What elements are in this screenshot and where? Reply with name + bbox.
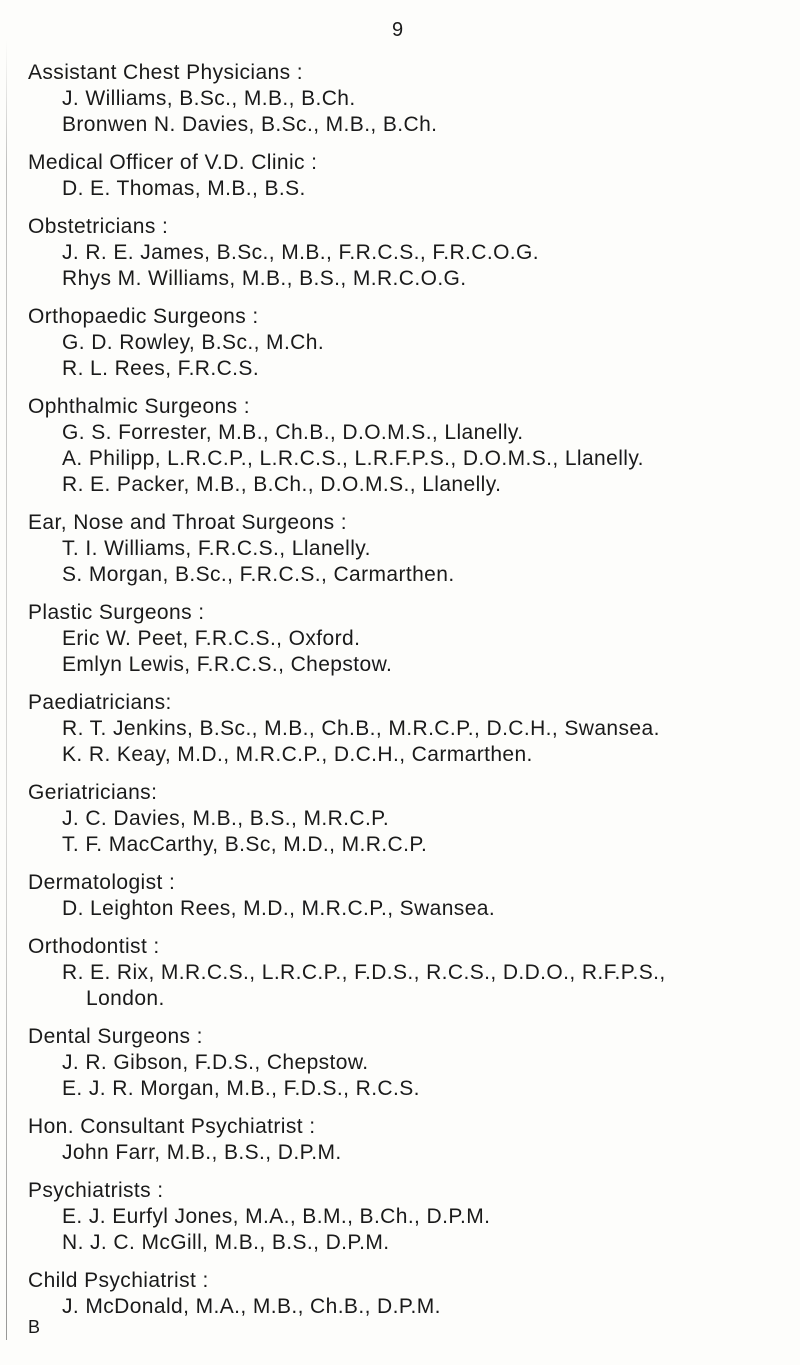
section xyxy=(28,304,798,382)
staff-entry: Rhys M. Williams, M.B., B.S., M.R.C.O.G. xyxy=(62,267,467,290)
signature-mark: B xyxy=(28,1317,41,1337)
section xyxy=(28,870,798,922)
staff-entry: D. Leighton Rees, M.D., M.R.C.P., Swansea. xyxy=(62,897,496,920)
section xyxy=(28,934,798,1012)
staff-entry: London. xyxy=(86,987,165,1010)
section xyxy=(28,780,798,858)
staff-entry: Bronwen N. Davies, B.Sc., M.B., B.Ch. xyxy=(62,113,438,136)
section-heading: Hon. Consultant Psychiatrist : xyxy=(28,1115,316,1138)
staff-entry: S. Morgan, B.Sc., F.R.C.S., Carmarthen. xyxy=(62,563,455,586)
section-heading: Ear, Nose and Throat Surgeons : xyxy=(28,511,348,534)
section xyxy=(28,394,798,498)
section-heading: Orthodontist : xyxy=(28,935,160,958)
staff-entry: N. J. C. McGill, M.B., B.S., D.P.M. xyxy=(62,1231,390,1254)
staff-entry: A. Philipp, L.R.C.P., L.R.C.S., L.R.F.P.S., D.O.M.S., Llanelly. xyxy=(62,447,644,470)
staff-entry: E. J. Eurfyl Jones, M.A., B.M., B.Ch., D.P.M. xyxy=(62,1205,491,1228)
section-heading: Child Psychiatrist : xyxy=(28,1269,209,1292)
section-heading: Dermatologist : xyxy=(28,871,176,894)
section xyxy=(28,1024,798,1102)
staff-entry: J. C. Davies, M.B., B.S., M.R.C.P. xyxy=(62,807,390,830)
staff-entry: R. L. Rees, F.R.C.S. xyxy=(62,357,260,380)
staff-entry: Emlyn Lewis, F.R.C.S., Chepstow. xyxy=(62,653,393,676)
section xyxy=(28,60,798,138)
staff-entry: John Farr, M.B., B.S., D.P.M. xyxy=(62,1141,342,1164)
section-heading: Medical Officer of V.D. Clinic : xyxy=(28,151,318,174)
staff-entry: R. E. Packer, M.B., B.Ch., D.O.M.S., Llanelly. xyxy=(62,473,502,496)
staff-entry: G. D. Rowley, B.Sc., M.Ch. xyxy=(62,331,325,354)
section-heading: Obstetricians : xyxy=(28,215,169,238)
staff-entry: J. Williams, B.Sc., M.B., B.Ch. xyxy=(62,87,356,110)
staff-entry: D. E. Thomas, M.B., B.S. xyxy=(62,177,306,200)
page-edge-shadow xyxy=(6,40,7,1340)
staff-entry: R. E. Rix, M.R.C.S., L.R.C.P., F.D.S., R.C.S., D.D.O., R.F.P.S., xyxy=(62,961,666,984)
section xyxy=(28,600,798,678)
section xyxy=(28,690,798,768)
section-heading: Plastic Surgeons : xyxy=(28,601,205,624)
staff-listing xyxy=(28,60,798,1332)
section-heading: Ophthalmic Surgeons : xyxy=(28,395,251,418)
staff-entry: J. R. Gibson, F.D.S., Chepstow. xyxy=(62,1051,369,1074)
staff-entry: E. J. R. Morgan, M.B., F.D.S., R.C.S. xyxy=(62,1077,420,1100)
section-heading: Assistant Chest Physicians : xyxy=(28,61,303,84)
section-heading: Psychiatrists : xyxy=(28,1179,164,1202)
section xyxy=(28,1178,798,1256)
staff-entry: J. McDonald, M.A., M.B., Ch.B., D.P.M. xyxy=(62,1295,441,1318)
staff-entry: T. I. Williams, F.R.C.S., Llanelly. xyxy=(62,537,371,560)
staff-entry: J. R. E. James, B.Sc., M.B., F.R.C.S., F.R.C.O.G. xyxy=(62,241,540,264)
staff-entry: R. T. Jenkins, B.Sc., M.B., Ch.B., M.R.C.P., D.C.H., Swansea. xyxy=(62,717,660,740)
section-heading: Dental Surgeons : xyxy=(28,1025,203,1048)
staff-entry: K. R. Keay, M.D., M.R.C.P., D.C.H., Carmarthen. xyxy=(62,743,533,766)
section-heading: Paediatricians: xyxy=(28,691,172,714)
section xyxy=(28,150,798,202)
page-number: 9 xyxy=(392,19,404,41)
staff-entry: Eric W. Peet, F.R.C.S., Oxford. xyxy=(62,627,361,650)
section xyxy=(28,510,798,588)
staff-entry: G. S. Forrester, M.B., Ch.B., D.O.M.S., Llanelly. xyxy=(62,421,524,444)
section-heading: Orthopaedic Surgeons : xyxy=(28,305,259,328)
section xyxy=(28,1114,798,1166)
section xyxy=(28,214,798,292)
staff-entry: T. F. MacCarthy, B.Sc, M.D., M.R.C.P. xyxy=(62,833,428,856)
section xyxy=(28,1268,798,1320)
section-heading: Geriatricians: xyxy=(28,781,158,804)
